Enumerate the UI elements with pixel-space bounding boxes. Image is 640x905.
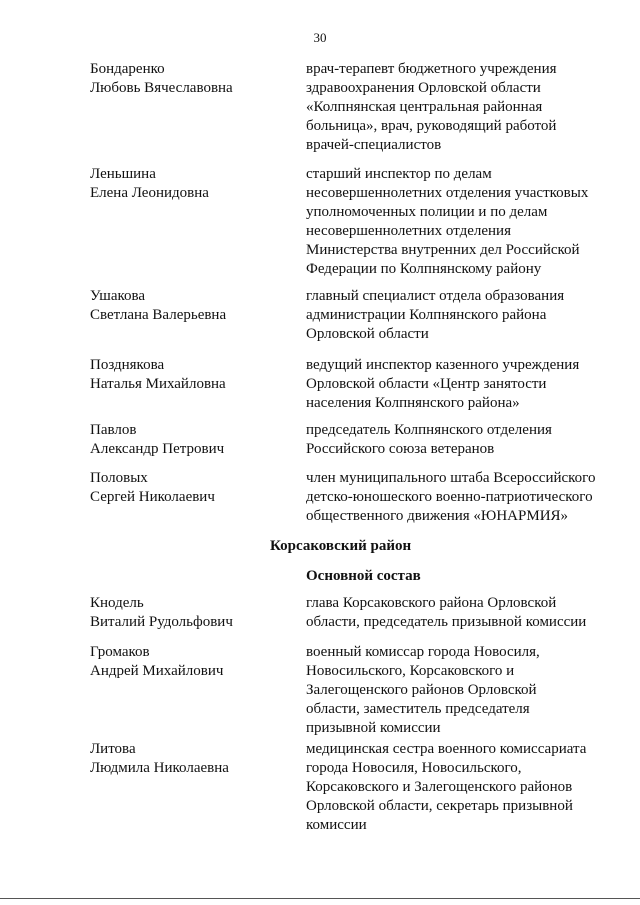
member-name: [90, 740, 290, 778]
member-given-name: Наталья Михайловна: [90, 376, 226, 392]
role-line: главный специалист отдела образования: [306, 288, 565, 304]
role-line: комиссии: [306, 817, 367, 833]
member-surname: Ушакова: [90, 288, 146, 304]
member-given-name: Елена Леонидовна: [90, 185, 209, 201]
role-line: военный комиссар города Новосиля,: [306, 644, 540, 660]
member-surname: Леньшина: [90, 166, 156, 182]
role-line: области, заместитель председателя: [306, 701, 530, 717]
role-line: Залегощенского районов Орловской: [306, 682, 537, 698]
role-line: врач-терапевт бюджетного учреждения: [306, 61, 557, 77]
member-role: [306, 643, 606, 738]
member-name: [90, 643, 290, 681]
district-heading: Корсаковский район: [270, 538, 412, 554]
member-role: [306, 60, 606, 155]
member-given-name: Людмила Николаевна: [90, 760, 229, 776]
member-role: [306, 287, 606, 344]
member-role: [306, 594, 606, 632]
role-line: председатель Колпнянского отделения: [306, 422, 552, 438]
role-line: врачей-специалистов: [306, 137, 442, 153]
role-line: член муниципального штаба Всероссийского: [306, 470, 596, 486]
role-line: уполномоченных полиции и по делам: [306, 204, 548, 220]
role-line: общественного движения «ЮНАРМИЯ»: [306, 508, 569, 524]
role-line: ведущий инспектор казенного учреждения: [306, 357, 580, 373]
role-line: Орловской области, секретарь призывной: [306, 798, 573, 814]
member-role: [306, 421, 606, 459]
member-name: [90, 165, 290, 203]
member-surname: Половых: [90, 470, 148, 486]
member-name: [90, 469, 290, 507]
role-line: больница», врач, руководящий работой: [306, 118, 557, 134]
member-given-name: Андрей Михайлович: [90, 663, 224, 679]
role-line: администрации Колпнянского района: [306, 307, 547, 323]
member-name: [90, 60, 290, 98]
member-name: [90, 421, 290, 459]
member-name: [90, 356, 290, 394]
member-given-name: Александр Петрович: [90, 441, 225, 457]
member-role: [306, 165, 606, 279]
role-line: несовершеннолетних отделения: [306, 223, 511, 239]
role-line: Корсаковского и Залегощенского районов: [306, 779, 573, 795]
member-given-name: Виталий Рудольфович: [90, 614, 233, 630]
member-role: [306, 740, 606, 835]
role-line: Министерства внутренних дел Российской: [306, 242, 580, 258]
member-given-name: Светлана Валерьевна: [90, 307, 227, 323]
member-surname: Кнодель: [90, 595, 144, 611]
member-name: [90, 594, 290, 632]
member-name: [90, 287, 290, 325]
member-surname: Громаков: [90, 644, 150, 660]
member-role: [306, 469, 606, 526]
role-line: Российского союза ветеранов: [306, 441, 495, 457]
page-number: 30: [313, 30, 327, 45]
role-line: медицинская сестра военного комиссариата: [306, 741, 587, 757]
member-surname: Бондаренко: [90, 61, 165, 77]
role-line: здравоохранения Орловской области: [306, 80, 541, 96]
role-line: Орловской области «Центр занятости: [306, 376, 547, 392]
role-line: «Колпнянская центральная районная: [306, 99, 543, 115]
role-line: Федерации по Колпнянскому району: [306, 261, 542, 277]
role-line: глава Корсаковского района Орловской: [306, 595, 557, 611]
role-line: призывной комиссии: [306, 720, 441, 736]
member-surname: Павлов: [90, 422, 137, 438]
member-role: [306, 356, 606, 413]
section-heading: Основной состав: [306, 568, 421, 584]
role-line: области, председатель призывной комиссии: [306, 614, 587, 630]
role-line: детско-юношеского военно-патриотического: [306, 489, 593, 505]
role-line: Орловской области: [306, 326, 429, 342]
role-line: Новосильского, Корсаковского и: [306, 663, 515, 679]
page-bottom-rule: [0, 898, 640, 899]
member-surname: Литова: [90, 741, 136, 757]
member-given-name: Сергей Николаевич: [90, 489, 215, 505]
role-line: несовершеннолетних отделения участковых: [306, 185, 589, 201]
role-line: города Новосиля, Новосильского,: [306, 760, 522, 776]
member-surname: Позднякова: [90, 357, 165, 373]
role-line: населения Колпнянского района»: [306, 395, 520, 411]
role-line: старший инспектор по делам: [306, 166, 492, 182]
member-given-name: Любовь Вячеславовна: [90, 80, 233, 96]
